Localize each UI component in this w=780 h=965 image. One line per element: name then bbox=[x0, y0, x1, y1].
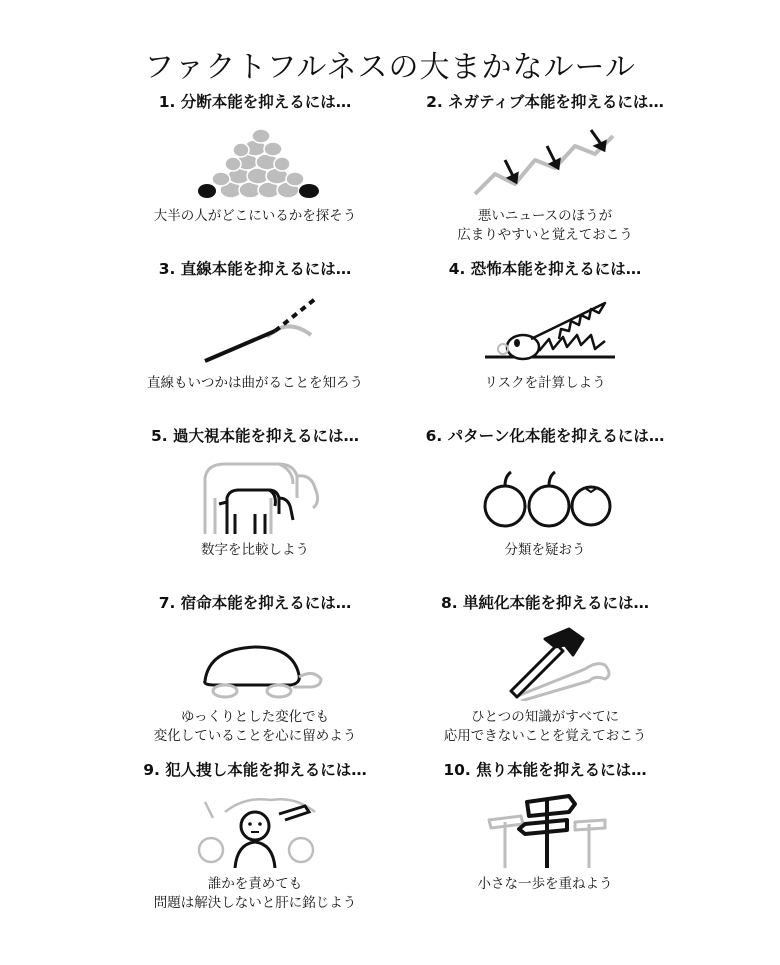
rule-5-caption: 数字を比較しよう bbox=[201, 542, 309, 558]
turtle-icon bbox=[175, 625, 335, 701]
rule-10-caption: 小さな一歩を重ねよう bbox=[477, 876, 613, 892]
rule-1 bbox=[110, 90, 400, 257]
rule-8-caption: ひとつの知識がすべてに 応用できないことを覚えておこう bbox=[443, 709, 647, 744]
hammer-wrench-icon bbox=[465, 625, 625, 701]
rule-9 bbox=[110, 758, 400, 925]
rule-1-caption: 大半の人がどこにいるかを探そう bbox=[153, 208, 357, 224]
rule-6 bbox=[400, 424, 690, 591]
rule-4-heading: 4. 恐怖本能を抑えるには… bbox=[448, 260, 642, 278]
rule-1-heading: 1. 分断本能を抑えるには… bbox=[158, 93, 352, 111]
fruits-icon bbox=[465, 458, 625, 534]
rule-7-heading: 7. 宿命本能を抑えるには… bbox=[158, 594, 352, 612]
rising-trend-icon bbox=[465, 124, 625, 200]
rule-4-caption: リスクを計算しよう bbox=[484, 375, 606, 391]
rule-8 bbox=[400, 591, 690, 758]
rule-3-heading: 3. 直線本能を抑えるには… bbox=[158, 260, 352, 278]
rule-7 bbox=[110, 591, 400, 758]
rule-6-caption: 分類を疑おう bbox=[504, 542, 586, 558]
rule-10 bbox=[400, 758, 690, 925]
page-title: ファクトフルネスの大まかなルール bbox=[144, 50, 636, 85]
rule-8-heading: 8. 単純化本能を抑えるには… bbox=[440, 594, 650, 612]
rule-2-caption: 悪いニュースのほうが 広まりやすいと覚えておこう bbox=[457, 208, 633, 243]
blamed-person-icon bbox=[175, 792, 335, 868]
rule-10-heading: 10. 焦り本能を抑えるには… bbox=[443, 761, 647, 779]
line-curve-icon bbox=[175, 291, 335, 367]
rule-7-caption: ゆっくりとした変化でも 変化していることを心に留めよう bbox=[153, 709, 357, 744]
rule-5 bbox=[110, 424, 400, 591]
rules-grid bbox=[110, 90, 690, 925]
rule-2 bbox=[400, 90, 690, 257]
rule-3 bbox=[110, 257, 400, 424]
crocodile-icon bbox=[465, 291, 625, 367]
signpost-icon bbox=[465, 792, 625, 868]
rule-4 bbox=[400, 257, 690, 424]
rule-5-heading: 5. 過大視本能を抑えるには… bbox=[150, 427, 360, 445]
elephant-icon bbox=[175, 458, 335, 534]
rock-pile-icon bbox=[175, 124, 335, 200]
rule-9-caption: 誰かを責めても 問題は解決しないと肝に銘じよう bbox=[153, 876, 357, 911]
rule-2-heading: 2. ネガティブ本能を抑えるには… bbox=[426, 93, 664, 111]
rule-3-caption: 直線もいつかは曲がることを知ろう bbox=[147, 375, 363, 391]
rule-6-heading: 6. パターン化本能を抑えるには… bbox=[425, 427, 665, 445]
rule-9-heading: 9. 犯人捜し本能を抑えるには… bbox=[143, 761, 367, 779]
